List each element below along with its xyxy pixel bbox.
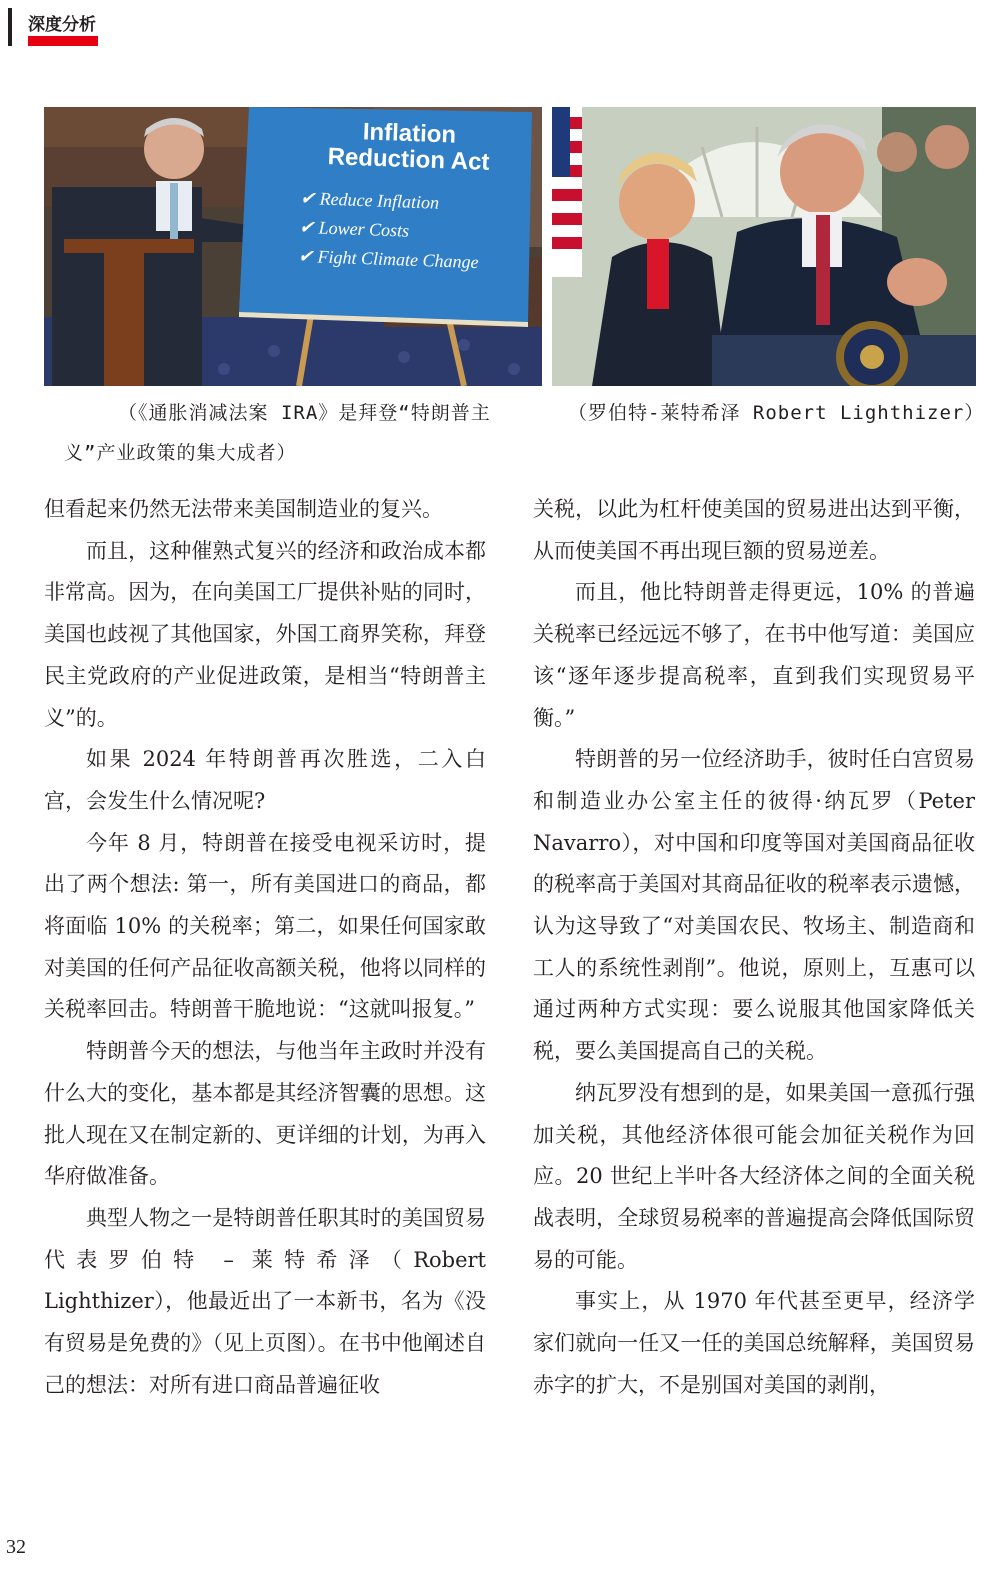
paragraph: 但看起来仍然无法带来美国制造业的复兴。 bbox=[44, 497, 443, 521]
paragraph: 关税，以此为杠杆使美国的贸易进出达到平衡，从而使美国不再出现巨额的贸易逆差。 bbox=[533, 497, 975, 563]
paragraph: 而且，他比特朗普走得更远，10% 的普遍关税率已经远远不够了，在书中他写道：美国应该“逐年逐步提高税率，直到我们实现贸易平衡。” bbox=[533, 580, 975, 730]
paragraph: 特朗普今天的想法，与他当年主政时并没有什么大的变化，基本都是其经济智囊的思想。这批人现在又在制定新的、更详细的计划，为再入华府做准备。 bbox=[44, 1039, 486, 1189]
check-icon: ✔ bbox=[298, 216, 320, 238]
sign-title-line1: Inflation bbox=[362, 118, 457, 149]
photo-lighthizer bbox=[552, 107, 976, 386]
sign-item: ✔ Lower Costs bbox=[298, 216, 410, 241]
sign-title-line2: Reduction Act bbox=[327, 143, 490, 176]
article-column-right bbox=[533, 489, 975, 1406]
paragraph: 纳瓦罗没有想到的是，如果美国一意孤行强加关税，其他经济体很可能会加征关税作为回应。20 世纪上半叶各大经济体之间的全面关税战表明，全球贸易税率的普遍提高会降低国际贸易的可能。 bbox=[533, 1080, 975, 1272]
photo-ira-sign bbox=[44, 107, 542, 386]
page-number: 32 bbox=[6, 1536, 26, 1558]
article-column-left bbox=[44, 489, 486, 1406]
paragraph: 事实上，从 1970 年代甚至更早，经济学家们就向一任又一任的美国总统解释，美国贸易赤字的扩大，不是别国对美国的剥削， bbox=[533, 1289, 975, 1397]
paragraph: 特朗普的另一位经济助手，彼时任白宫贸易和制造业办公室主任的彼得·纳瓦罗（Peter Navarro），对中国和印度等国对美国商品征收的税率高于美国对其商品征收的税率表示遗憾，认为这导致了“对美国农民、牧场主、制造商和工人的系统性剥削”。他说，原则上，互惠可以通过两种方式实现：要么说服其他国家降低关税，要么美国提高自己的关税。 bbox=[533, 747, 975, 1064]
paragraph: 而且，这种催熟式复兴的经济和政治成本都非常高。因为，在向美国工厂提供补贴的同时，美国也歧视了其他国家，外国工商界笑称，拜登民主党政府的产业促进政策，是相当“特朗普主义”的。 bbox=[44, 538, 486, 730]
section-tag-bar bbox=[8, 8, 12, 46]
paragraph: 今年 8 月，特朗普在接受电视采访时，提出了两个想法: 第一，所有美国进口的商品，都将面临 10% 的关税率；第二，如果任何国家敢对美国的任何产品征收高额关税，他将以同样的关税率回击。特朗普干脆地说：“这就叫报复。” bbox=[44, 830, 486, 1022]
photo-caption-left: （《通胀消减法案 IRA》是拜登“特朗普主义”产业政策的集大成者） bbox=[64, 402, 491, 464]
section-label: 深度分析 bbox=[28, 15, 96, 35]
section-tag-underline bbox=[28, 36, 98, 46]
sign-items bbox=[298, 184, 482, 277]
paragraph: 典型人物之一是特朗普任职其时的美国贸易代表罗伯特 – 莱特希泽（Robert Lighthizer），他最近出了一本新书，名为《没有贸易是免费的》（见上页图）。在书中他阐述自己的想法：对所有进口商品普遍征收 bbox=[44, 1205, 486, 1397]
sign-title bbox=[303, 117, 515, 176]
check-icon: ✔ bbox=[297, 245, 318, 267]
check-icon: ✔ bbox=[299, 187, 321, 209]
photo-caption-right: （罗伯特-莱特希泽 Robert Lighthizer） bbox=[568, 402, 985, 424]
sign-item: ✔ Fight Climate Change bbox=[297, 245, 479, 273]
sign-item: ✔ Reduce Inflation bbox=[299, 187, 440, 213]
paragraph: 如果 2024 年特朗普再次胜选，二入白宫，会发生什么情况呢? bbox=[44, 747, 486, 813]
